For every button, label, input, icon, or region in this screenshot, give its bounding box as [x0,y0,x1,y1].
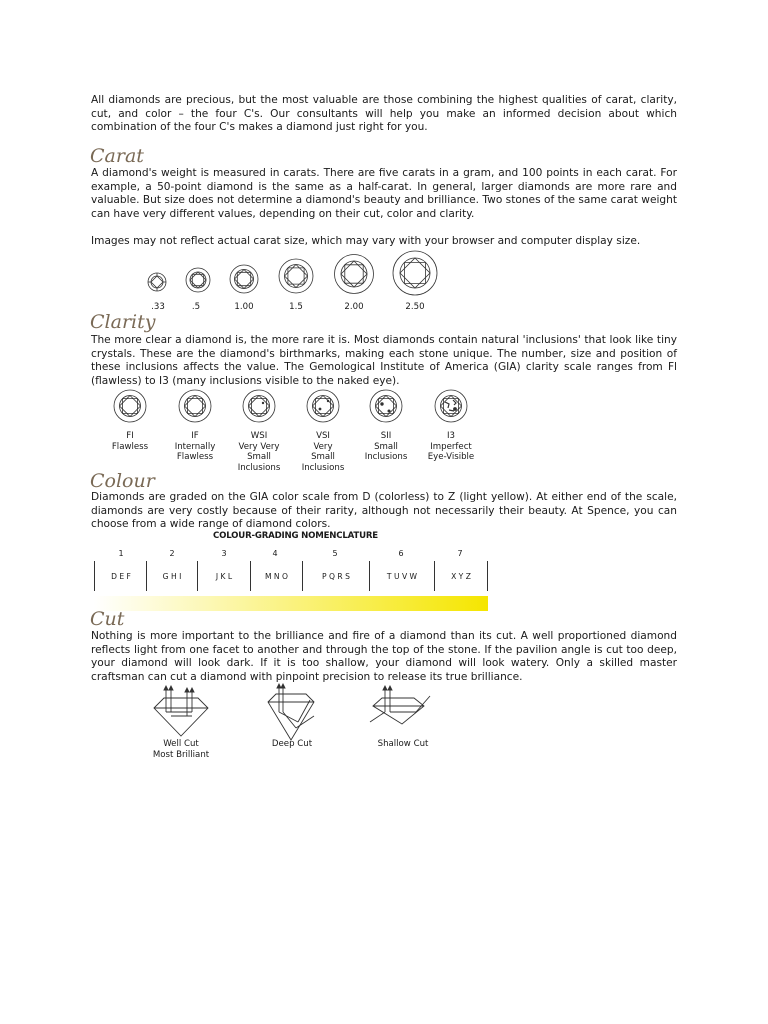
colour-group-letters: X Y Z [451,572,471,581]
colour-group-letters: P Q R S [322,572,350,581]
cut-heading: Cut [90,608,125,630]
carat-label: 1.00 [234,302,254,312]
carat-paragraph: A diamond's weight is measured in carats. There are five carats in a gram, and 100 points in each carat. For example, a 50-point diamond is the same as a half-carat. In general, larger diamonds are more rare and valuable. But size does not determine a diamond's beauty and brilliance. Two stones of the same carat weight can have very different values, depending on their cut, color and clarity. [91,167,677,220]
clarity-desc: Very Small Inclusions [301,441,345,473]
colour-group-number: 4 [272,549,278,558]
deep-cut-diagram-icon [268,684,314,740]
carat-heading: Carat [90,145,144,167]
cut-label-deep: Deep Cut [271,739,313,749]
colour-scale-title: COLOUR-GRADING NOMENCLATURE [213,531,378,541]
clarity-heading: Clarity [90,311,156,333]
intro-paragraph: All diamonds are precious, but the most valuable are those combining the highest qualities of carat, clarity, cut, and color – the four C's. Our consultants will help you make an informed decision about which combination of the four C's makes a diamond just right for you. [91,94,677,134]
clarity-desc: Very Very Small Inclusions [237,441,281,473]
clarity-code: I3 [446,431,455,441]
colour-heading: Colour [90,470,155,492]
shallow-cut-diagram-icon [370,686,430,724]
carat-label: .5 [191,302,201,312]
colour-group-letters: M N O [264,572,289,581]
colour-group-number: 1 [118,549,124,558]
cut-label-well: Well Cut Most Brilliant [152,739,210,760]
clarity-code: VSI [316,431,330,441]
colour-group-number: 7 [457,549,463,558]
carat-label: 2.50 [405,302,425,312]
colour-paragraph: Diamonds are graded on the GIA color scale from D (colorless) to Z (light yellow). At either end of the scale, diamonds are very costly because of their rarity, although not necessarily their beauty. At Spence, you can choose from a wide range of diamond colors. [91,491,677,531]
cut-paragraph: Nothing is more important to the brilliance and fire of a diamond than its cut. A well proportioned diamond reflects light from one facet to another and through the top of the stone. If the pavilion angle is cut too deep, your diamond will look dark. If it is too shallow, your diamond will look watery. Only a skilled master craftsman can cut a diamond with pinpoint precision to release its true brilliance. [91,630,677,683]
cut-label-shallow: Shallow Cut [377,739,429,749]
colour-group-number: 5 [332,549,338,558]
clarity-desc: Internally Flawless [174,441,216,463]
clarity-code: WSI [250,431,268,441]
colour-group-number: 3 [221,549,227,558]
carat-label: 2.00 [344,302,364,312]
clarity-desc: Flawless [111,441,149,452]
clarity-code: SII [380,431,392,441]
clarity-code: FI [126,431,134,441]
colour-group-letters: D E F [111,572,131,581]
clarity-code: IF [191,431,199,441]
well-cut-diagram-icon [154,686,208,736]
colour-group-letters: J K L [215,572,233,581]
colour-group-number: 6 [398,549,404,558]
carat-label: .33 [151,302,165,312]
carat-label: 1.5 [289,302,303,312]
colour-group-letters: T U V W [386,572,418,581]
clarity-desc: Imperfect Eye-Visible [427,441,475,463]
clarity-paragraph: The more clear a diamond is, the more rare it is. Most diamonds contain natural 'inclusions' that look like tiny crystals. These are the diamond's birthmarks, making each stone unique. The number, size and position of these inclusions affects the value. The Gemological Institute of America (GIA) clarity scale ranges from Fl (flawless) to I3 (many inclusions visible to the naked eye). [91,334,677,387]
colour-group-number: 2 [169,549,175,558]
carat-note: Images may not reflect actual carat size, which may vary with your browser and computer display size. [91,235,641,247]
colour-group-letters: G H I [162,572,182,581]
clarity-desc: Small Inclusions [364,441,408,463]
